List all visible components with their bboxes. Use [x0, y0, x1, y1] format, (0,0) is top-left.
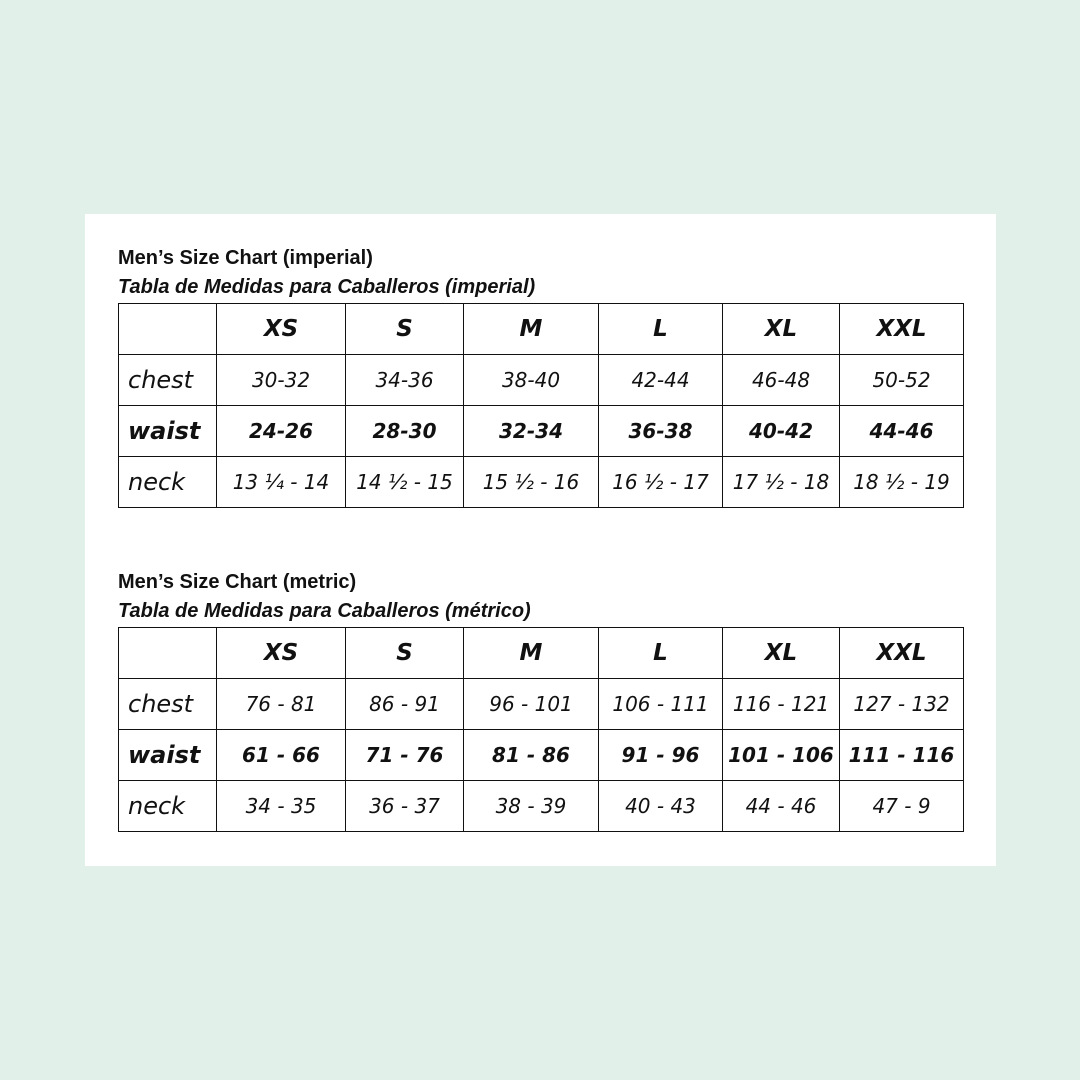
- imperial-size-table: [118, 303, 964, 508]
- size-header-l: L: [599, 304, 723, 355]
- metric-size-table: [118, 627, 964, 832]
- table-cell: 32-34: [464, 406, 599, 457]
- table-cell: 50-52: [840, 355, 964, 406]
- size-header-xl: XL: [723, 628, 840, 679]
- table-cell: 76 - 81: [217, 679, 346, 730]
- table-cell: 116 - 121: [723, 679, 840, 730]
- size-header-xs: XS: [217, 628, 346, 679]
- row-label-neck: neck: [119, 457, 217, 508]
- table-row-chest: [119, 679, 964, 730]
- table-cell: 38 - 39: [464, 781, 599, 832]
- size-header-xl: XL: [723, 304, 840, 355]
- table-cell: 28-30: [346, 406, 464, 457]
- table-cell: 14 ½ - 15: [346, 457, 464, 508]
- size-header-l: L: [599, 628, 723, 679]
- imperial-chart-subtitle: Tabla de Medidas para Caballeros (imperial): [118, 276, 536, 298]
- row-label-chest: chest: [119, 355, 217, 406]
- table-header-row: [119, 628, 964, 679]
- table-header-row: [119, 304, 964, 355]
- row-label-chest: chest: [119, 679, 217, 730]
- table-cell: 17 ½ - 18: [723, 457, 840, 508]
- table-cell: 101 - 106: [723, 730, 840, 781]
- table-row-chest: [119, 355, 964, 406]
- table-cell: 38-40: [464, 355, 599, 406]
- table-cell: 47 - 9: [840, 781, 964, 832]
- table-cell: 30-32: [217, 355, 346, 406]
- imperial-chart-title: Men’s Size Chart (imperial): [118, 247, 373, 269]
- size-header-xs: XS: [217, 304, 346, 355]
- table-cell: 96 - 101: [464, 679, 599, 730]
- table-cell: 44-46: [840, 406, 964, 457]
- size-header-xxl: XXL: [840, 304, 964, 355]
- row-label-waist: waist: [119, 730, 217, 781]
- table-cell: 34 - 35: [217, 781, 346, 832]
- table-cell: 13 ¼ - 14: [217, 457, 346, 508]
- imperial-size-chart: [118, 244, 963, 508]
- table-cell: 15 ½ - 16: [464, 457, 599, 508]
- table-row-neck: [119, 781, 964, 832]
- row-label-waist: waist: [119, 406, 217, 457]
- table-cell: 91 - 96: [599, 730, 723, 781]
- header-corner-cell: [119, 628, 217, 679]
- table-cell: 46-48: [723, 355, 840, 406]
- table-cell: 86 - 91: [346, 679, 464, 730]
- metric-chart-subtitle: Tabla de Medidas para Caballeros (métrico): [118, 600, 531, 622]
- table-cell: 16 ½ - 17: [599, 457, 723, 508]
- size-chart-card: [85, 214, 996, 866]
- size-header-xxl: XXL: [840, 628, 964, 679]
- metric-size-chart: [118, 568, 963, 832]
- table-cell: 81 - 86: [464, 730, 599, 781]
- table-cell: 18 ½ - 19: [840, 457, 964, 508]
- table-cell: 127 - 132: [840, 679, 964, 730]
- size-header-s: S: [346, 304, 464, 355]
- size-header-m: M: [464, 628, 599, 679]
- size-header-s: S: [346, 628, 464, 679]
- table-row-waist: [119, 406, 964, 457]
- row-label-neck: neck: [119, 781, 217, 832]
- table-cell: 36-38: [599, 406, 723, 457]
- table-row-waist: [119, 730, 964, 781]
- table-cell: 71 - 76: [346, 730, 464, 781]
- table-row-neck: [119, 457, 964, 508]
- table-cell: 36 - 37: [346, 781, 464, 832]
- table-cell: 40-42: [723, 406, 840, 457]
- table-cell: 111 - 116: [840, 730, 964, 781]
- table-cell: 34-36: [346, 355, 464, 406]
- table-cell: 106 - 111: [599, 679, 723, 730]
- table-cell: 42-44: [599, 355, 723, 406]
- header-corner-cell: [119, 304, 217, 355]
- table-cell: 24-26: [217, 406, 346, 457]
- table-cell: 40 - 43: [599, 781, 723, 832]
- table-cell: 61 - 66: [217, 730, 346, 781]
- size-header-m: M: [464, 304, 599, 355]
- table-cell: 44 - 46: [723, 781, 840, 832]
- metric-chart-title: Men’s Size Chart (metric): [118, 571, 357, 593]
